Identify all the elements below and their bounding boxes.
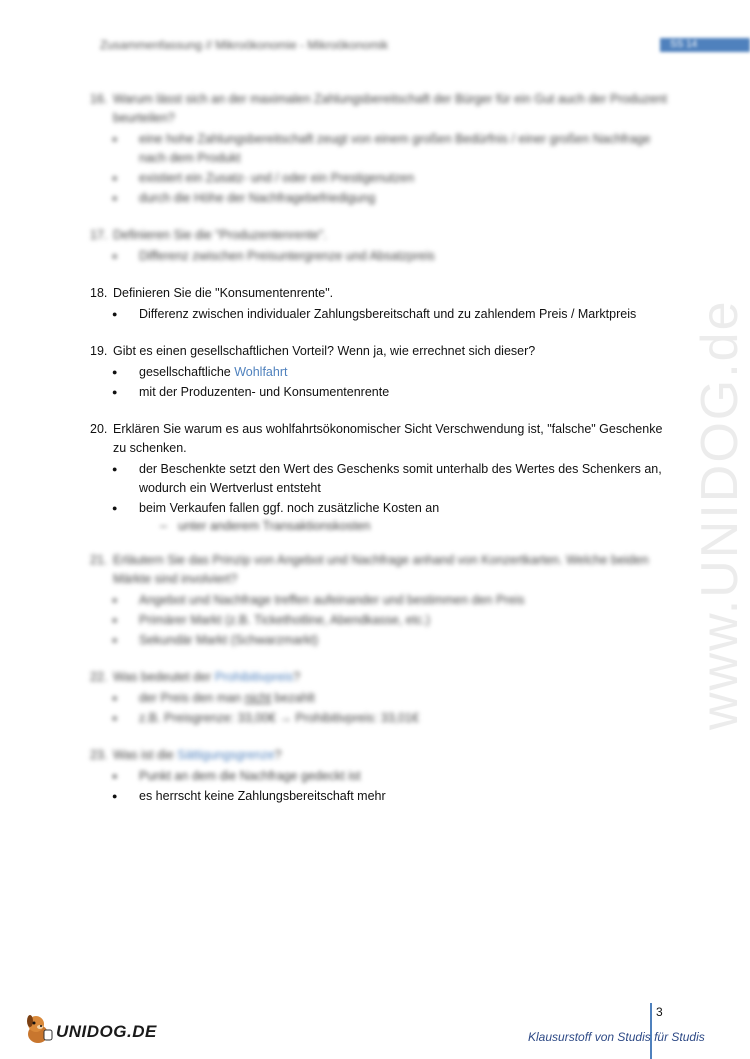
- question-19: 19. Gibt es einen gesellschaftlichen Vorteil? Wenn ja, wie errechnet sich dieser? ● gesellschaftliche Wohlfahrt ● mit der Produzenten- und Konsumentenrente: [90, 342, 670, 402]
- wohlfahrt-link[interactable]: Wohlfahrt: [234, 365, 288, 379]
- question-17: 17. Definieren Sie die "Produzentenrente". ● Differenz zwischen Preisuntergrenze und Absatzpreis: [90, 226, 670, 266]
- list-item: ● Differenz zwischen individualer Zahlungsbereitschaft und zu zahlendem Preis / Marktpreis: [112, 307, 637, 321]
- saettigungsgrenze-link[interactable]: Sättigungsgrenze: [177, 748, 275, 762]
- list-item: ● der Preis den man nicht bezahlt: [112, 691, 315, 705]
- page-header: [100, 38, 750, 54]
- logo-text: UNIDOG.DE: [56, 1022, 157, 1041]
- question-18: [90, 284, 670, 324]
- footer-slogan: Klausurstoff von Studis für Studis: [528, 1030, 705, 1044]
- list-item: ● z.B. Preisgrenze: 33,00€ → Prohibitivpreis: 33,01€: [112, 711, 420, 725]
- list-item: ● mit der Produzenten- und Konsumentenrente: [112, 385, 390, 399]
- question-number: 16.: [90, 92, 108, 106]
- page-number: 3: [656, 1005, 663, 1019]
- question-number: 18.: [90, 286, 108, 300]
- question-21: 21. Erläutern Sie das Prinzip von Angebot und Nachfrage anhand von Konzertkarten. Welche beiden Märkte sind involviert? ● Angebot und Nachfrage treffen aufeinander und bestimmen den Preis ● Primärer Markt (z.B. Tickethotline, Abendkasse, etc.) ● Sekundär Markt (Schwarzmarkt): [90, 551, 670, 650]
- list-item: ● der Beschenkte setzt den Wert des Geschenks somit unterhalb des Wertes des Schenkers an, wodurch ein Wertverlust entsteht: [112, 462, 662, 495]
- sub-list-item: – unter anderem Transaktionskosten: [160, 519, 371, 533]
- list-item: ● Differenz zwischen Preisuntergrenze und Absatzpreis: [112, 249, 435, 263]
- prohibitivpreis-link[interactable]: Prohibitivpreis: [214, 670, 294, 684]
- list-item: ● durch die Höhe der Nachfragebefriedigung: [112, 191, 376, 205]
- list-item: ● existiert ein Zusatz- und / oder ein Prestigenutzen: [112, 171, 415, 185]
- unidog-logo: [22, 1012, 157, 1048]
- header-title: Zusammenfassung // Mikroökonomie - Mikroökonomik: [100, 38, 389, 52]
- list-item: ● eine hohe Zahlungsbereitschaft zeugt von einem großen Bedürfnis / einer großen Nachfrage nach dem Produkt: [112, 132, 651, 165]
- question-16: [90, 90, 670, 208]
- list-item: ● gesellschaftliche Wohlfahrt: [112, 365, 288, 379]
- document-body: [90, 90, 670, 824]
- dog-icon: [22, 1012, 56, 1046]
- header-tag: SS 14: [660, 38, 750, 52]
- question-20: 20. Erklären Sie warum es aus wohlfahrtsökonomischer Sicht Verschwendung ist, "falsche" Geschenke zu schenken. ● der Beschenkte setzt den Wert des Geschenks somit unterhalb des Wertes des Schenkers an, wodurch ein Wertverlust entsteht ● beim Verkaufen fallen ggf. noch zusätzliche Kosten an – unter anderem Transaktionskosten: [90, 420, 670, 533]
- list-item: ● Punkt an dem die Nachfrage gedeckt ist: [112, 769, 361, 783]
- list-item: ● Angebot und Nachfrage treffen aufeinander und bestimmen den Preis: [112, 593, 525, 607]
- list-item: ● es herrscht keine Zahlungsbereitschaft mehr: [112, 789, 386, 803]
- question-text: Warum lässt sich an der maximalen Zahlungsbereitschaft der Bürger für ein Gut auch der Produzent beurteilen?: [113, 92, 667, 125]
- question-23: 23. Was ist die Sättigungsgrenze? ● Punkt an dem die Nachfrage gedeckt ist ● es herrscht keine Zahlungsbereitschaft mehr: [90, 746, 670, 806]
- question-text: Definieren Sie die "Konsumentenrente".: [113, 286, 334, 300]
- list-item: ● Sekundär Markt (Schwarzmarkt): [112, 633, 319, 647]
- watermark: www.UNIDOG.de: [691, 299, 749, 730]
- question-22: 22. Was bedeutet der Prohibitivpreis? ● der Preis den man nicht bezahlt ● z.B. Preisgrenze: 33,00€ → Prohibitivpreis: 33,01€: [90, 668, 670, 728]
- list-item: ● beim Verkaufen fallen ggf. noch zusätzliche Kosten an: [112, 501, 440, 515]
- list-item: ● Primärer Markt (z.B. Tickethotline, Abendkasse, etc.): [112, 613, 431, 627]
